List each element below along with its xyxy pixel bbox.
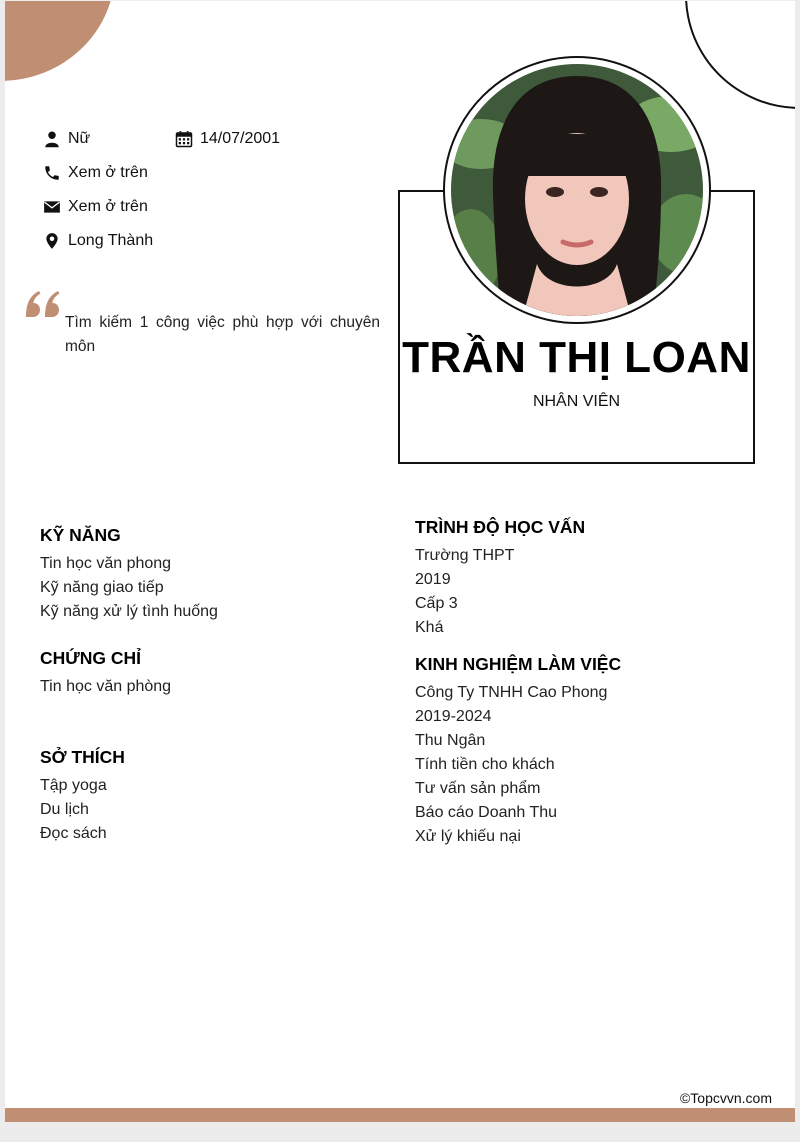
person-icon bbox=[43, 130, 61, 148]
hobbies-section bbox=[40, 747, 125, 846]
copyright-text: ©Topcvvn.com bbox=[679, 1090, 772, 1106]
list-item: Xử lý khiếu nại bbox=[415, 828, 521, 845]
footer-accent-bar bbox=[5, 1108, 795, 1122]
experience-heading: KINH NGHIỆM LÀM VIỆC bbox=[415, 654, 622, 674]
list-item: Trường THPT bbox=[415, 547, 515, 564]
list-item: Kỹ năng xử lý tình huống bbox=[40, 603, 218, 620]
decorative-corner-ring bbox=[685, 1, 795, 109]
list-item: 2019-2024 bbox=[415, 708, 492, 725]
phone-value: Xem ở trên bbox=[68, 164, 148, 181]
full-name: TRẦN THỊ LOAN bbox=[402, 333, 751, 382]
job-title: NHÂN VIÊN bbox=[532, 393, 621, 410]
list-item: Tập yoga bbox=[40, 777, 107, 794]
list-item: 2019 bbox=[415, 571, 451, 588]
education-section bbox=[415, 517, 585, 640]
avatar bbox=[451, 64, 703, 316]
phone-row bbox=[43, 164, 148, 182]
avatar-photo bbox=[451, 64, 703, 316]
phone-icon bbox=[43, 164, 61, 182]
address-row bbox=[43, 232, 153, 250]
list-item: Thu Ngân bbox=[415, 732, 486, 749]
list-item: Công Ty TNHH Cao Phong bbox=[415, 684, 608, 701]
list-item: Báo cáo Doanh Thu bbox=[415, 804, 558, 821]
career-objective: Tìm kiếm 1 công việc phù hợp với chuyên môn bbox=[65, 314, 380, 355]
location-pin-icon bbox=[43, 232, 61, 250]
calendar-icon bbox=[175, 130, 193, 148]
skills-heading: KỸ NĂNG bbox=[40, 525, 121, 545]
gender-row bbox=[43, 130, 90, 148]
list-item: Tính tiền cho khách bbox=[415, 756, 555, 773]
experience-section bbox=[415, 654, 621, 849]
gender-value: Nữ bbox=[68, 130, 91, 147]
list-item: Cấp 3 bbox=[415, 595, 458, 612]
email-row bbox=[43, 198, 148, 216]
list-item: Tin học văn phong bbox=[40, 555, 172, 572]
hobbies-heading: SỞ THÍCH bbox=[40, 747, 125, 767]
quote-icon bbox=[23, 287, 63, 321]
envelope-icon bbox=[43, 198, 61, 216]
list-item: Du lịch bbox=[40, 801, 89, 818]
list-item: Tư vấn sản phẩm bbox=[415, 780, 541, 797]
cv-page bbox=[5, 1, 795, 1122]
dob-value: 14/07/2001 bbox=[200, 130, 281, 147]
dob-row bbox=[175, 130, 280, 148]
certificates-section bbox=[40, 648, 171, 699]
list-item: Đọc sách bbox=[40, 825, 107, 842]
list-item: Kỹ năng giao tiếp bbox=[40, 579, 164, 596]
decorative-corner-circle bbox=[5, 1, 115, 81]
education-heading: TRÌNH ĐỘ HỌC VẤN bbox=[415, 517, 586, 537]
list-item: Khá bbox=[415, 619, 444, 636]
address-value: Long Thành bbox=[68, 232, 154, 249]
list-item: Tin học văn phòng bbox=[40, 678, 172, 695]
email-value: Xem ở trên bbox=[68, 198, 148, 215]
skills-section bbox=[40, 525, 218, 624]
certificates-heading: CHỨNG CHỈ bbox=[40, 648, 142, 668]
